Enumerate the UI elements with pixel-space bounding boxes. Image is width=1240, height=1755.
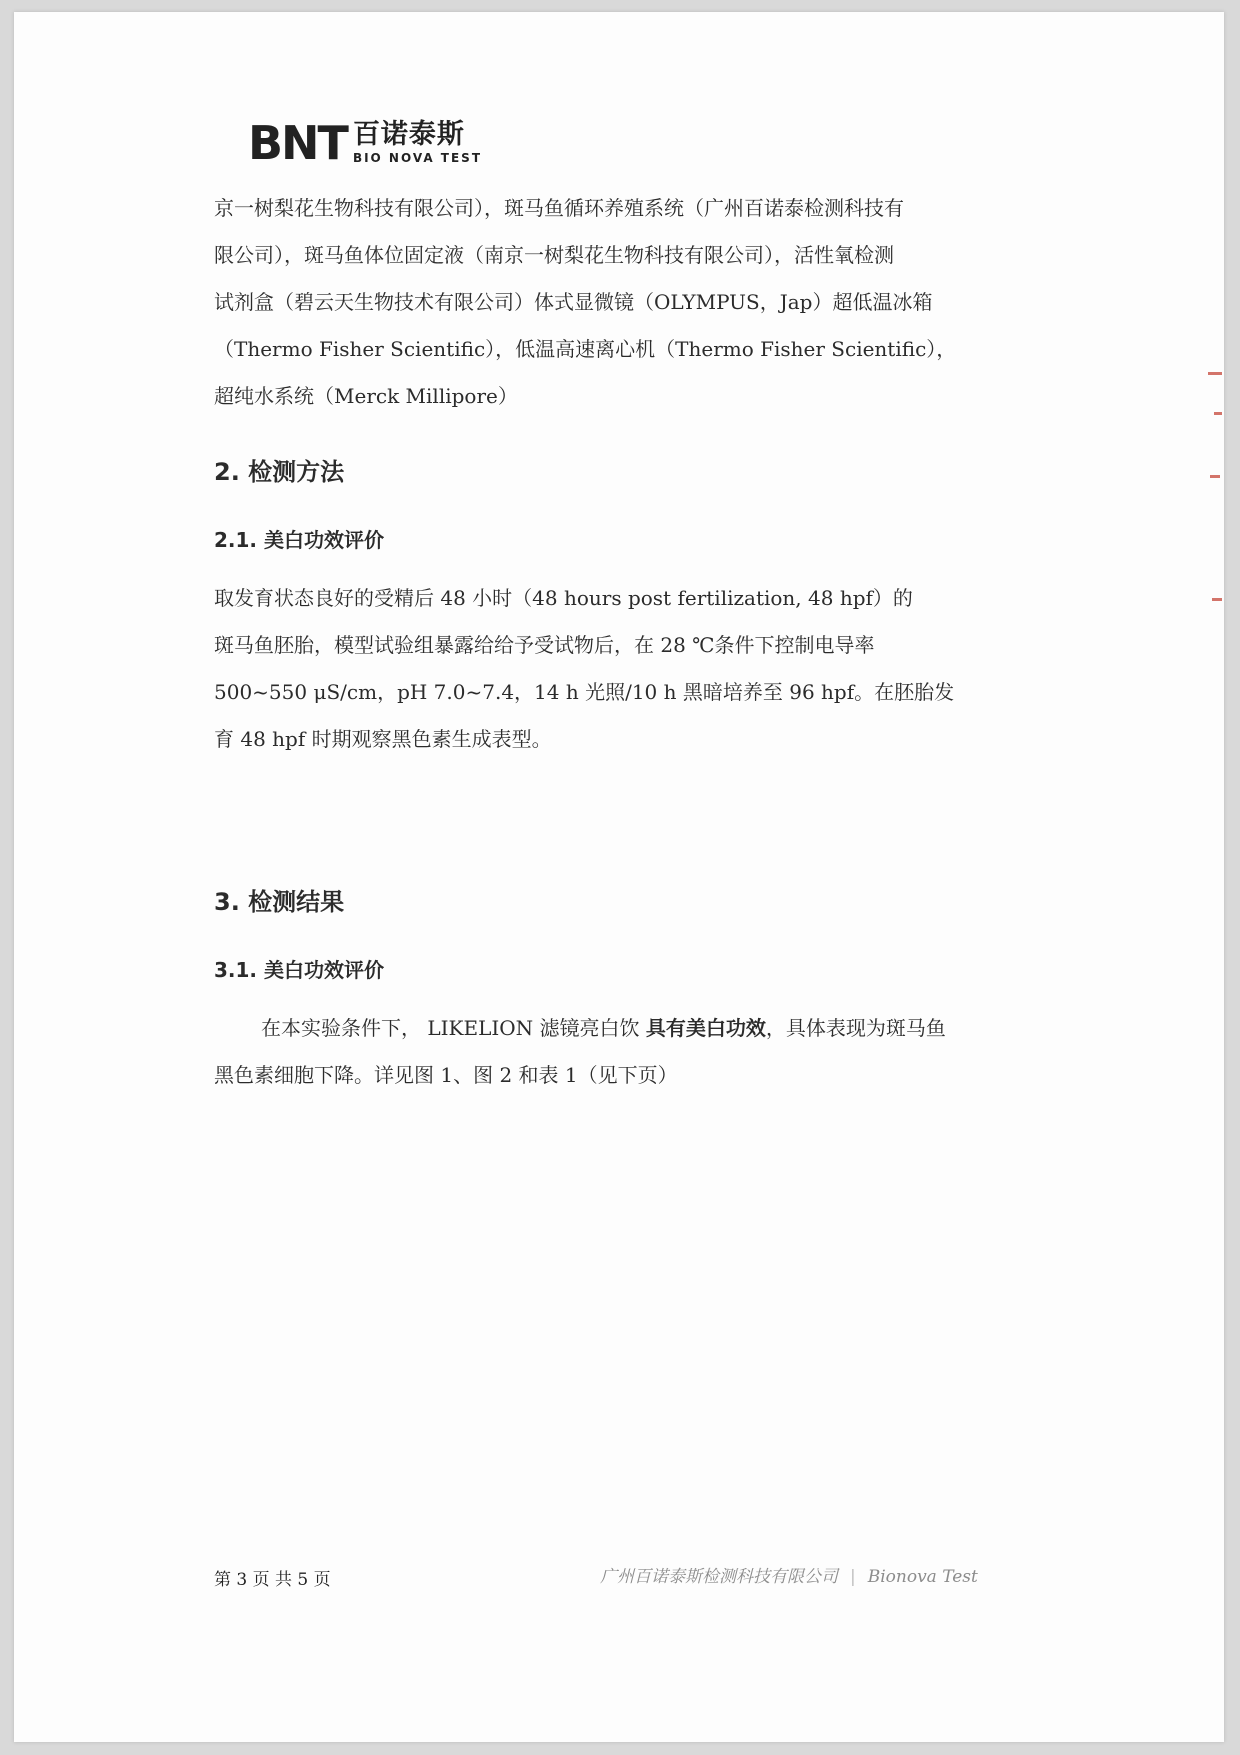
materials-line: 试剂盒（碧云天生物技术有限公司）体式显微镜（OLYMPUS，Jap）超低温冰箱 — [214, 290, 933, 314]
results-conclusion: 具有美白功效 — [645, 1016, 766, 1040]
results-line — [214, 1005, 1054, 1052]
materials-paragraph — [214, 185, 1054, 420]
logo-chinese-name: 百诺泰斯 — [352, 119, 465, 150]
seal-edge-mark — [1210, 475, 1220, 478]
footer-company — [600, 1562, 978, 1587]
seal-edge-mark — [1208, 372, 1222, 375]
section-heading-results: 3. 检测结果 — [214, 888, 345, 916]
subsection-heading-whitening-result: 3.1. 美白功效评价 — [214, 958, 384, 982]
footer-company-name: 广州百诺泰斯检测科技有限公司 — [600, 1567, 838, 1587]
company-logo — [248, 116, 482, 176]
logo-english-name: BIO NOVA TEST — [352, 151, 482, 165]
seal-edge-mark — [1212, 598, 1222, 601]
materials-line: 京一树梨花生物科技有限公司），斑马鱼循环养殖系统（广州百诺泰检测科技有 — [214, 196, 904, 220]
results-line: 黑色素细胞下降。详见图 1、图 2 和表 1（见下页） — [214, 1063, 678, 1087]
materials-line: 超纯水系统（Merck Millipore） — [214, 384, 518, 408]
footer-brand: Bionova Test — [867, 1567, 978, 1587]
methods-line: 取发育状态良好的受精后 48 小时（48 hours post fertilization, 48 hpf）的 — [214, 586, 913, 610]
logo-mark: BNT — [248, 116, 347, 170]
seal-edge-mark — [1214, 412, 1222, 415]
results-text: 在本实验条件下， LIKELION 滤镜亮白饮 — [261, 1016, 646, 1040]
footer-separator: | — [850, 1567, 856, 1587]
results-text: ，具体表现为斑马鱼 — [765, 1016, 946, 1040]
methods-line: 斑马鱼胚胎，模型试验组暴露给给予受试物后，在 28 ℃条件下控制电导率 — [214, 633, 875, 657]
materials-line: （Thermo Fisher Scientific），低温高速离心机（Thermo Fisher Scientific）， — [214, 337, 957, 361]
materials-line: 限公司），斑马鱼体位固定液（南京一树梨花生物科技有限公司），活性氧检测 — [214, 243, 894, 267]
methods-line: 500~550 μS/cm，pH 7.0~7.4，14 h 光照/10 h 黑暗培养至 96 hpf。在胚胎发 — [214, 680, 955, 704]
page-number: 第 3 页 共 5 页 — [214, 1570, 331, 1590]
methods-paragraph — [214, 575, 1054, 763]
results-paragraph — [214, 1005, 1054, 1099]
subsection-heading-whitening-method: 2.1. 美白功效评价 — [214, 528, 384, 552]
methods-line: 育 48 hpf 时期观察黑色素生成表型。 — [214, 727, 552, 751]
section-heading-methods: 2. 检测方法 — [214, 458, 345, 486]
